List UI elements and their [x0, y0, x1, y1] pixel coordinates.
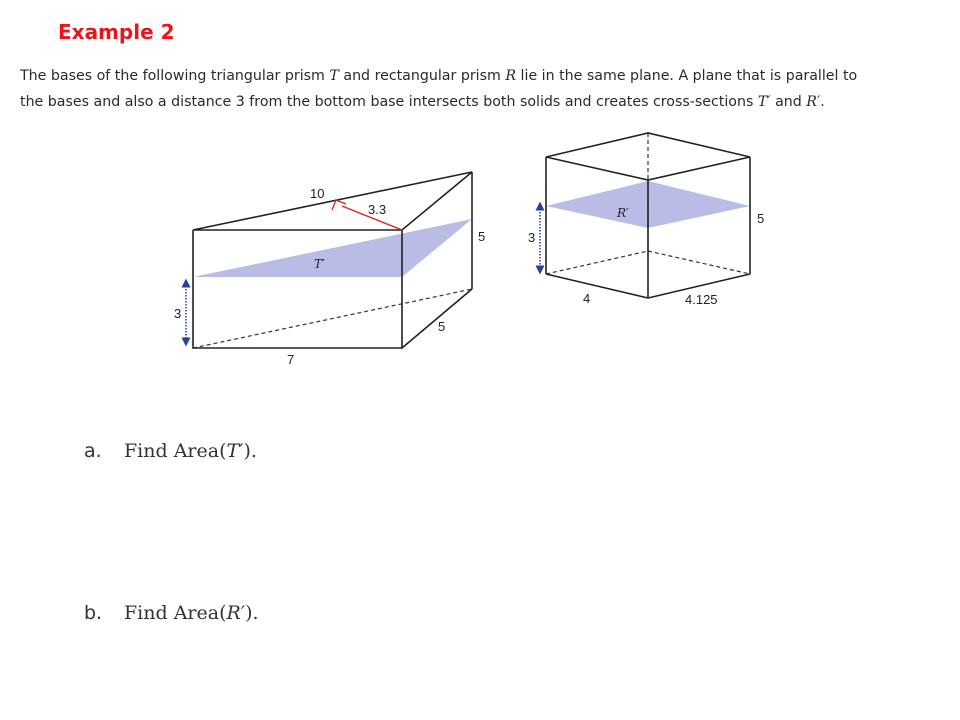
label-3: 3	[528, 230, 536, 245]
triangular-prism	[174, 172, 485, 367]
var-R: R	[505, 68, 517, 84]
text-segment: .	[820, 94, 825, 110]
right-angle-marker	[332, 200, 346, 210]
cross-section-T-prime	[193, 219, 472, 277]
text-segment: and	[770, 94, 807, 110]
hidden-edge	[648, 251, 750, 274]
question-text	[124, 440, 257, 462]
var-T-prime: T′	[757, 94, 771, 110]
label-5-height: 5	[478, 229, 486, 244]
label-T-prime: T′	[314, 257, 325, 271]
label-4: 4	[583, 291, 591, 306]
text-segment: lie in the same plane. A plane that is parallel to	[516, 68, 858, 84]
question-prefix: Find Area(	[124, 602, 227, 624]
question-letter: b.	[84, 602, 103, 624]
hidden-edge	[193, 289, 472, 348]
question-suffix: ).	[243, 440, 257, 462]
var-T-prime: T′	[226, 440, 244, 462]
label-3-3: 3.3	[368, 202, 387, 217]
question-text	[124, 602, 259, 624]
text-segment: The bases of the following triangular prism	[20, 68, 330, 84]
question-suffix: ).	[245, 602, 259, 624]
var-R-prime: R′	[806, 94, 821, 110]
var-R-prime: R′	[226, 602, 246, 624]
question-a	[84, 440, 257, 462]
label-5-base: 5	[438, 319, 446, 334]
rectangular-prism	[528, 133, 764, 307]
top-base	[193, 172, 472, 230]
label-R-prime: R′	[617, 206, 629, 220]
label-10: 10	[310, 186, 325, 201]
text-segment: the bases and also a distance 3 from the bottom base intersects both solids and creates cross-sections	[20, 94, 758, 110]
label-7: 7	[287, 352, 295, 367]
text-segment: and rectangular prism	[338, 68, 506, 84]
label-3: 3	[174, 306, 182, 321]
bottom-right-edge	[402, 289, 472, 348]
hidden-edge	[546, 251, 648, 274]
example-title: Example 2	[58, 20, 175, 44]
question-prefix: Find Area(	[124, 440, 227, 462]
question-b	[84, 602, 259, 624]
label-4-125: 4.125	[685, 292, 718, 307]
question-letter: a.	[84, 440, 102, 462]
label-5-height: 5	[757, 211, 765, 226]
var-T: T	[329, 68, 339, 84]
bottom-edge	[546, 274, 648, 298]
